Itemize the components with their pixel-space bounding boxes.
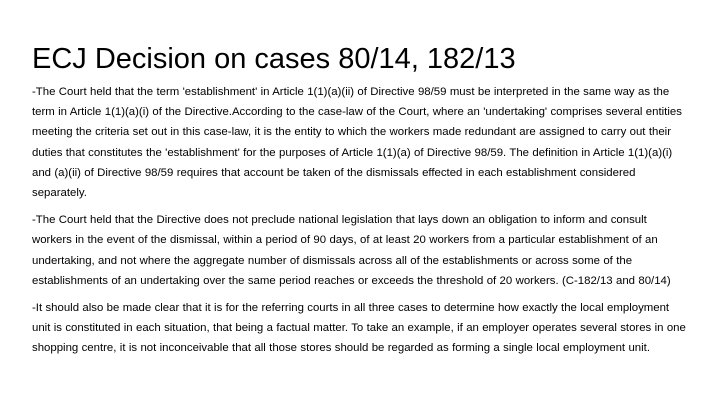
paragraph-establishment-definition: -The Court held that the term 'establishment' in Article 1(1)(a)(ii) of Directive 98/59 must be interpreted in the same way as the term in Article 1(1)(a)(i) of the Directive.According to the case-law of the Court, where an 'undertaking' comprises several entities meeting the criteria set out in this case-law, it is the entity to which the workers made redundant are assigned to carry out their duties that constitutes the 'establishment' for the purposes of Article 1(1)(a) of Directive 98/59. The definition in Article 1(1)(a)(i) and (a)(ii) of Directive 98/59 requires that account be taken of the dismissals effected in each establishment considered separately. xyxy=(32,86,682,200)
paragraph-dismissal-threshold: -The Court held that the Directive does not preclude national legislation that lays down an obligation to inform and consult workers in the event of the dismissal, within a period of 90 days, of at least 20 workers from a particular establishment of an undertaking, and not where the aggregate number of dismissals across all of the establishments or across some of the establishments of an undertaking over the same period reaches or exceeds the threshold of 20 workers. (C-182/13 and 80/14) xyxy=(32,214,671,287)
slide-title: ECJ Decision on cases 80/14, 182/13 xyxy=(32,43,516,75)
paragraph-local-employment-unit: -It should also be made clear that it is for the referring courts in all three cases to determine how exactly the local employment unit is constituted in each situation, that being a factual matter. To take an example, if an employer operates several stores in one shopping centre, it is not inconceivable that all those stores should be regarded as forming a single local employment unit. xyxy=(32,302,686,355)
slide-body xyxy=(32,82,688,366)
